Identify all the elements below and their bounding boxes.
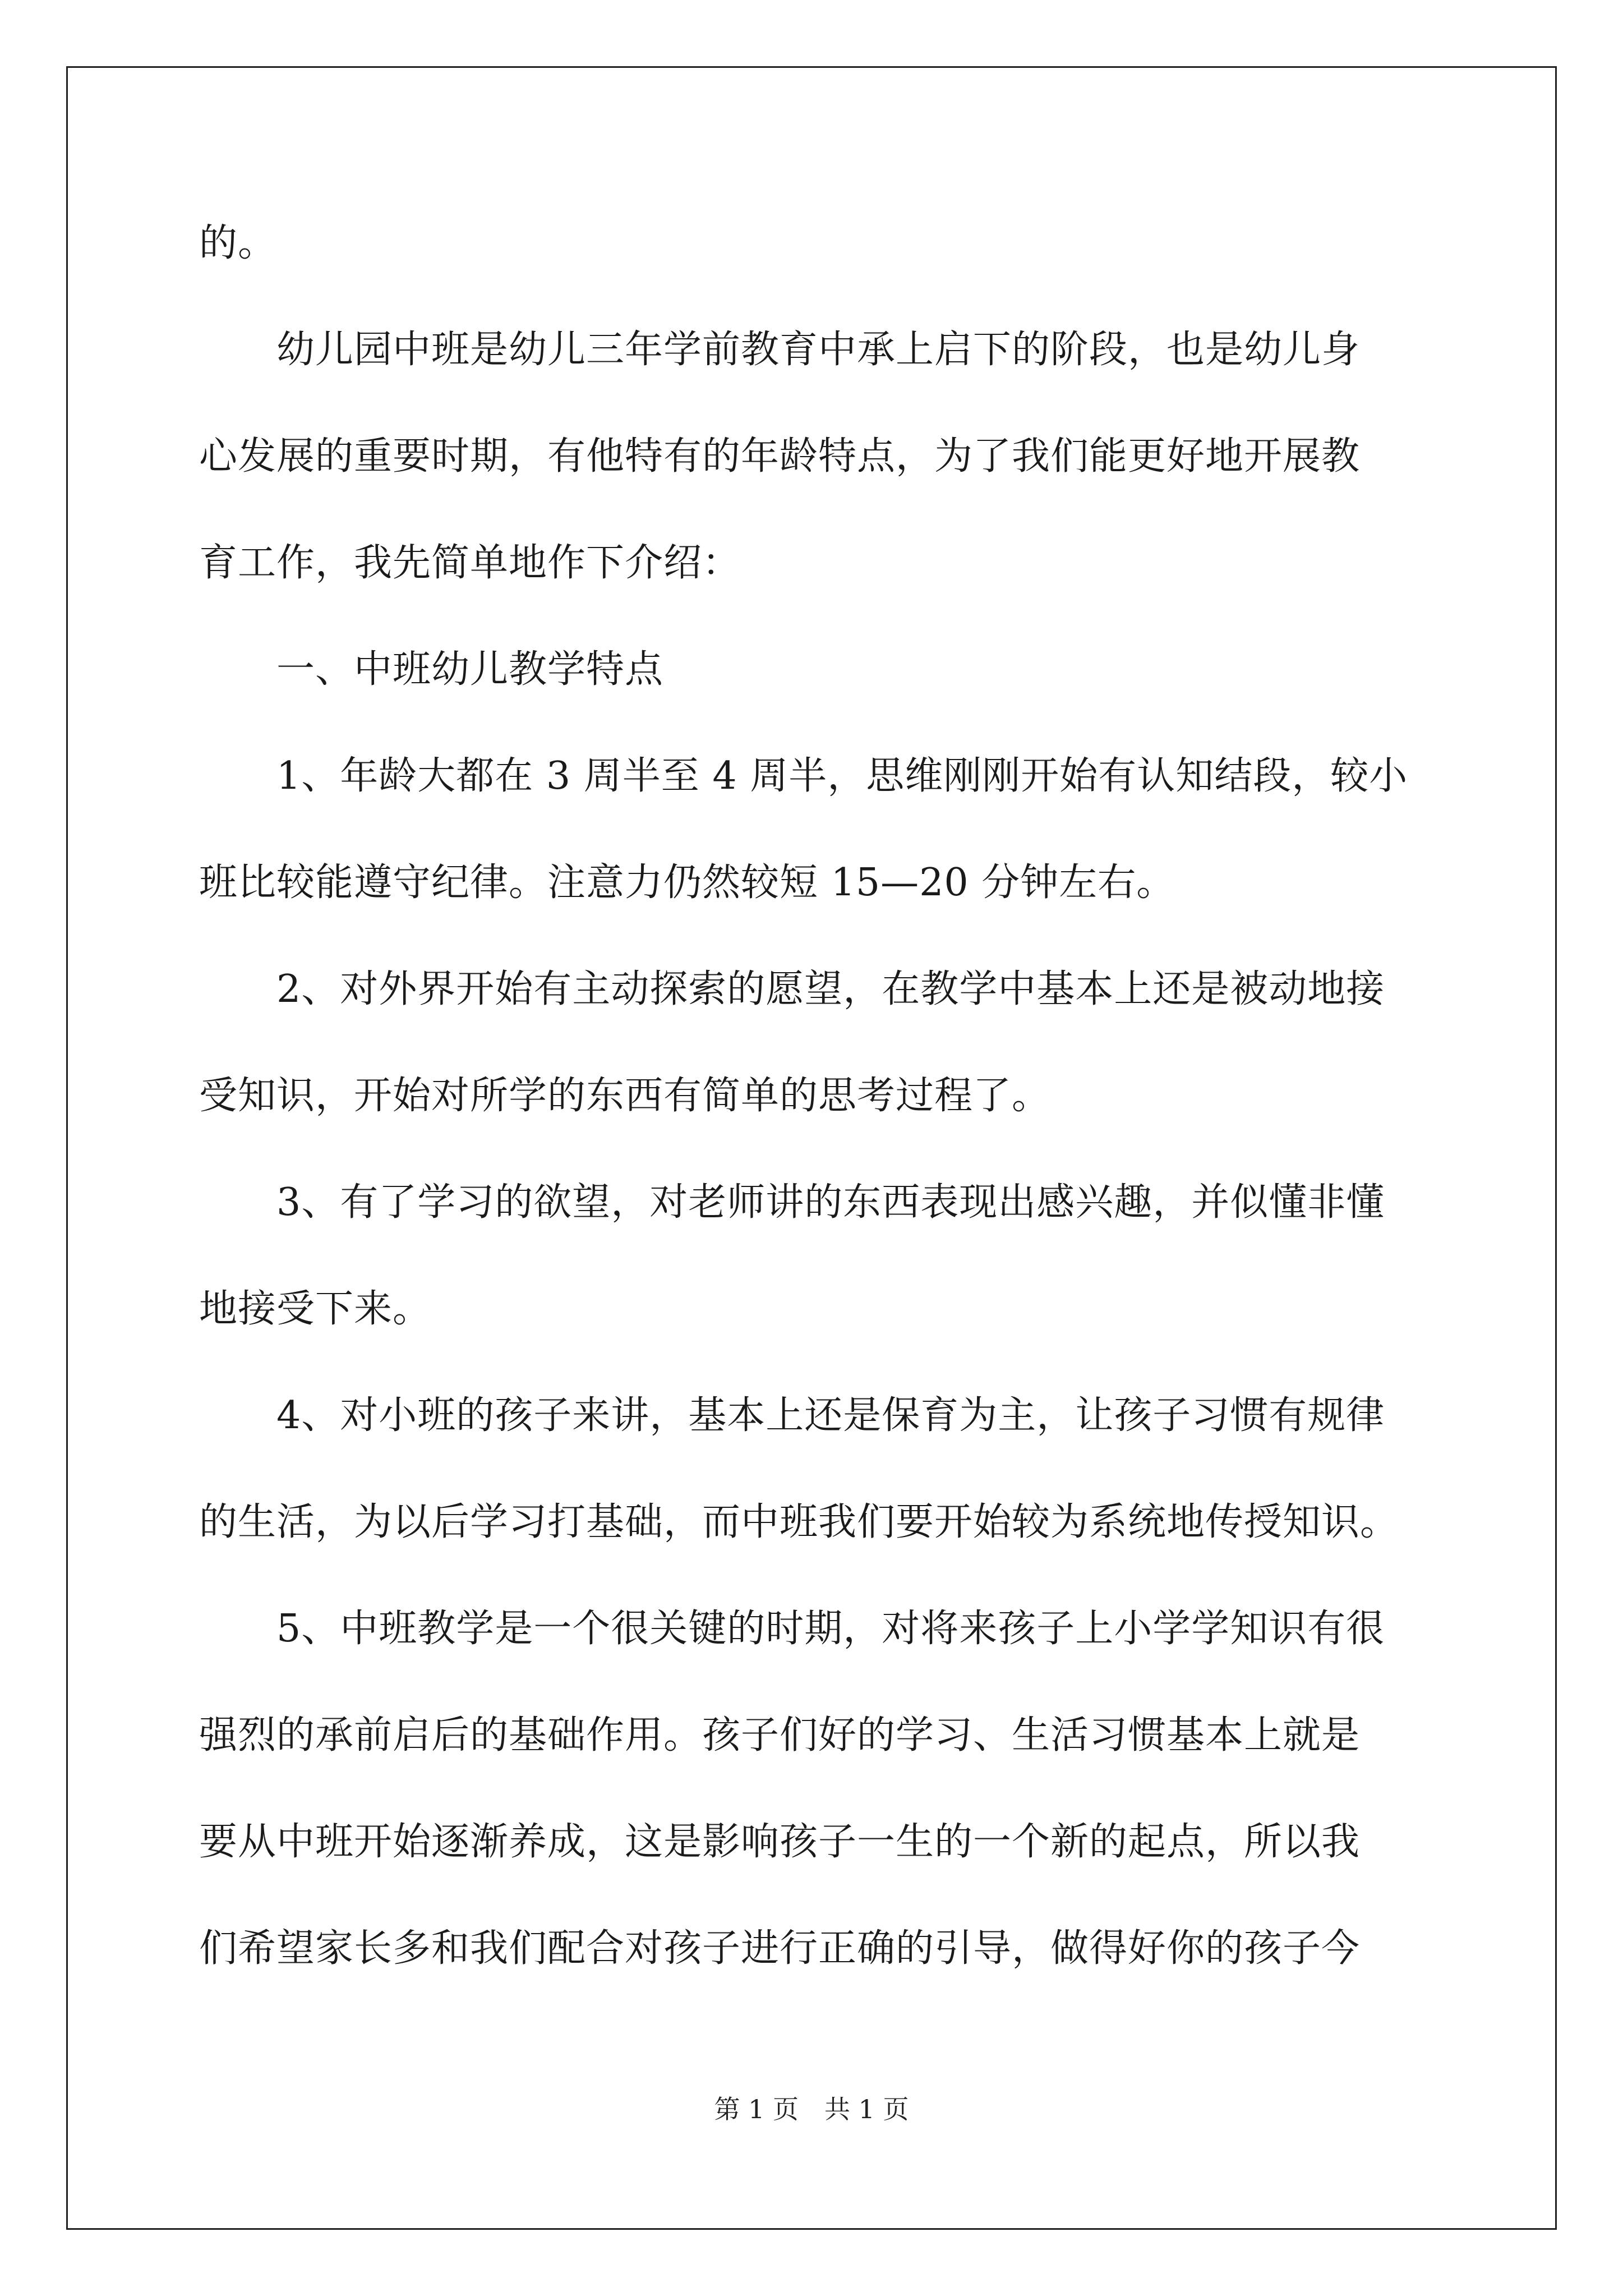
page-border (66, 66, 1557, 2230)
text-line: 要从中班开始逐渐养成，这是影响孩子一生的一个新的起点，所以我 (199, 1820, 1361, 1864)
page-number-footer: 第 1 页 共 1 页 (714, 2094, 909, 2124)
section-heading: 一、中班幼儿教学特点 (199, 647, 664, 692)
text-line: 4、对小班的孩子来讲，基本上还是保育为主，让孩子习惯有规律 (199, 1393, 1385, 1438)
text-line: 3、有了学习的欲望，对老师讲的东西表现出感兴趣，并似懂非懂 (199, 1180, 1385, 1225)
text-line: 们希望家长多和我们配合对孩子进行正确的引导，做得好你的孩子今 (199, 1926, 1361, 1971)
text-line: 的。 (199, 221, 277, 265)
text-line: 的生活，为以后学习打基础，而中班我们要开始较为系统地传授知识。 (199, 1500, 1399, 1544)
text-line: 1、年龄大都在 3 周半至 4 周半，思维刚刚开始有认知结段，较小 (199, 754, 1408, 798)
text-line: 受知识，开始对所学的东西有简单的思考过程了。 (199, 1074, 1051, 1118)
text-line: 心发展的重要时期，有他特有的年龄特点，为了我们能更好地开展教 (199, 434, 1361, 478)
text-line: 2、对外界开始有主动探索的愿望，在教学中基本上还是被动地接 (199, 967, 1385, 1011)
text-line: 强烈的承前启后的基础作用。孩子们好的学习、生活习惯基本上就是 (199, 1713, 1361, 1757)
text-line: 班比较能遵守纪律。注意力仍然较短 15—20 分钟左右。 (199, 861, 1175, 905)
text-line: 育工作，我先简单地作下介绍： (199, 541, 741, 585)
text-line: 幼儿园中班是幼儿三年学前教育中承上启下的阶段，也是幼儿身 (199, 328, 1361, 372)
text-line: 地接受下来。 (199, 1287, 432, 1331)
text-line: 5、中班教学是一个很关键的时期，对将来孩子上小学学知识有很 (199, 1607, 1385, 1651)
